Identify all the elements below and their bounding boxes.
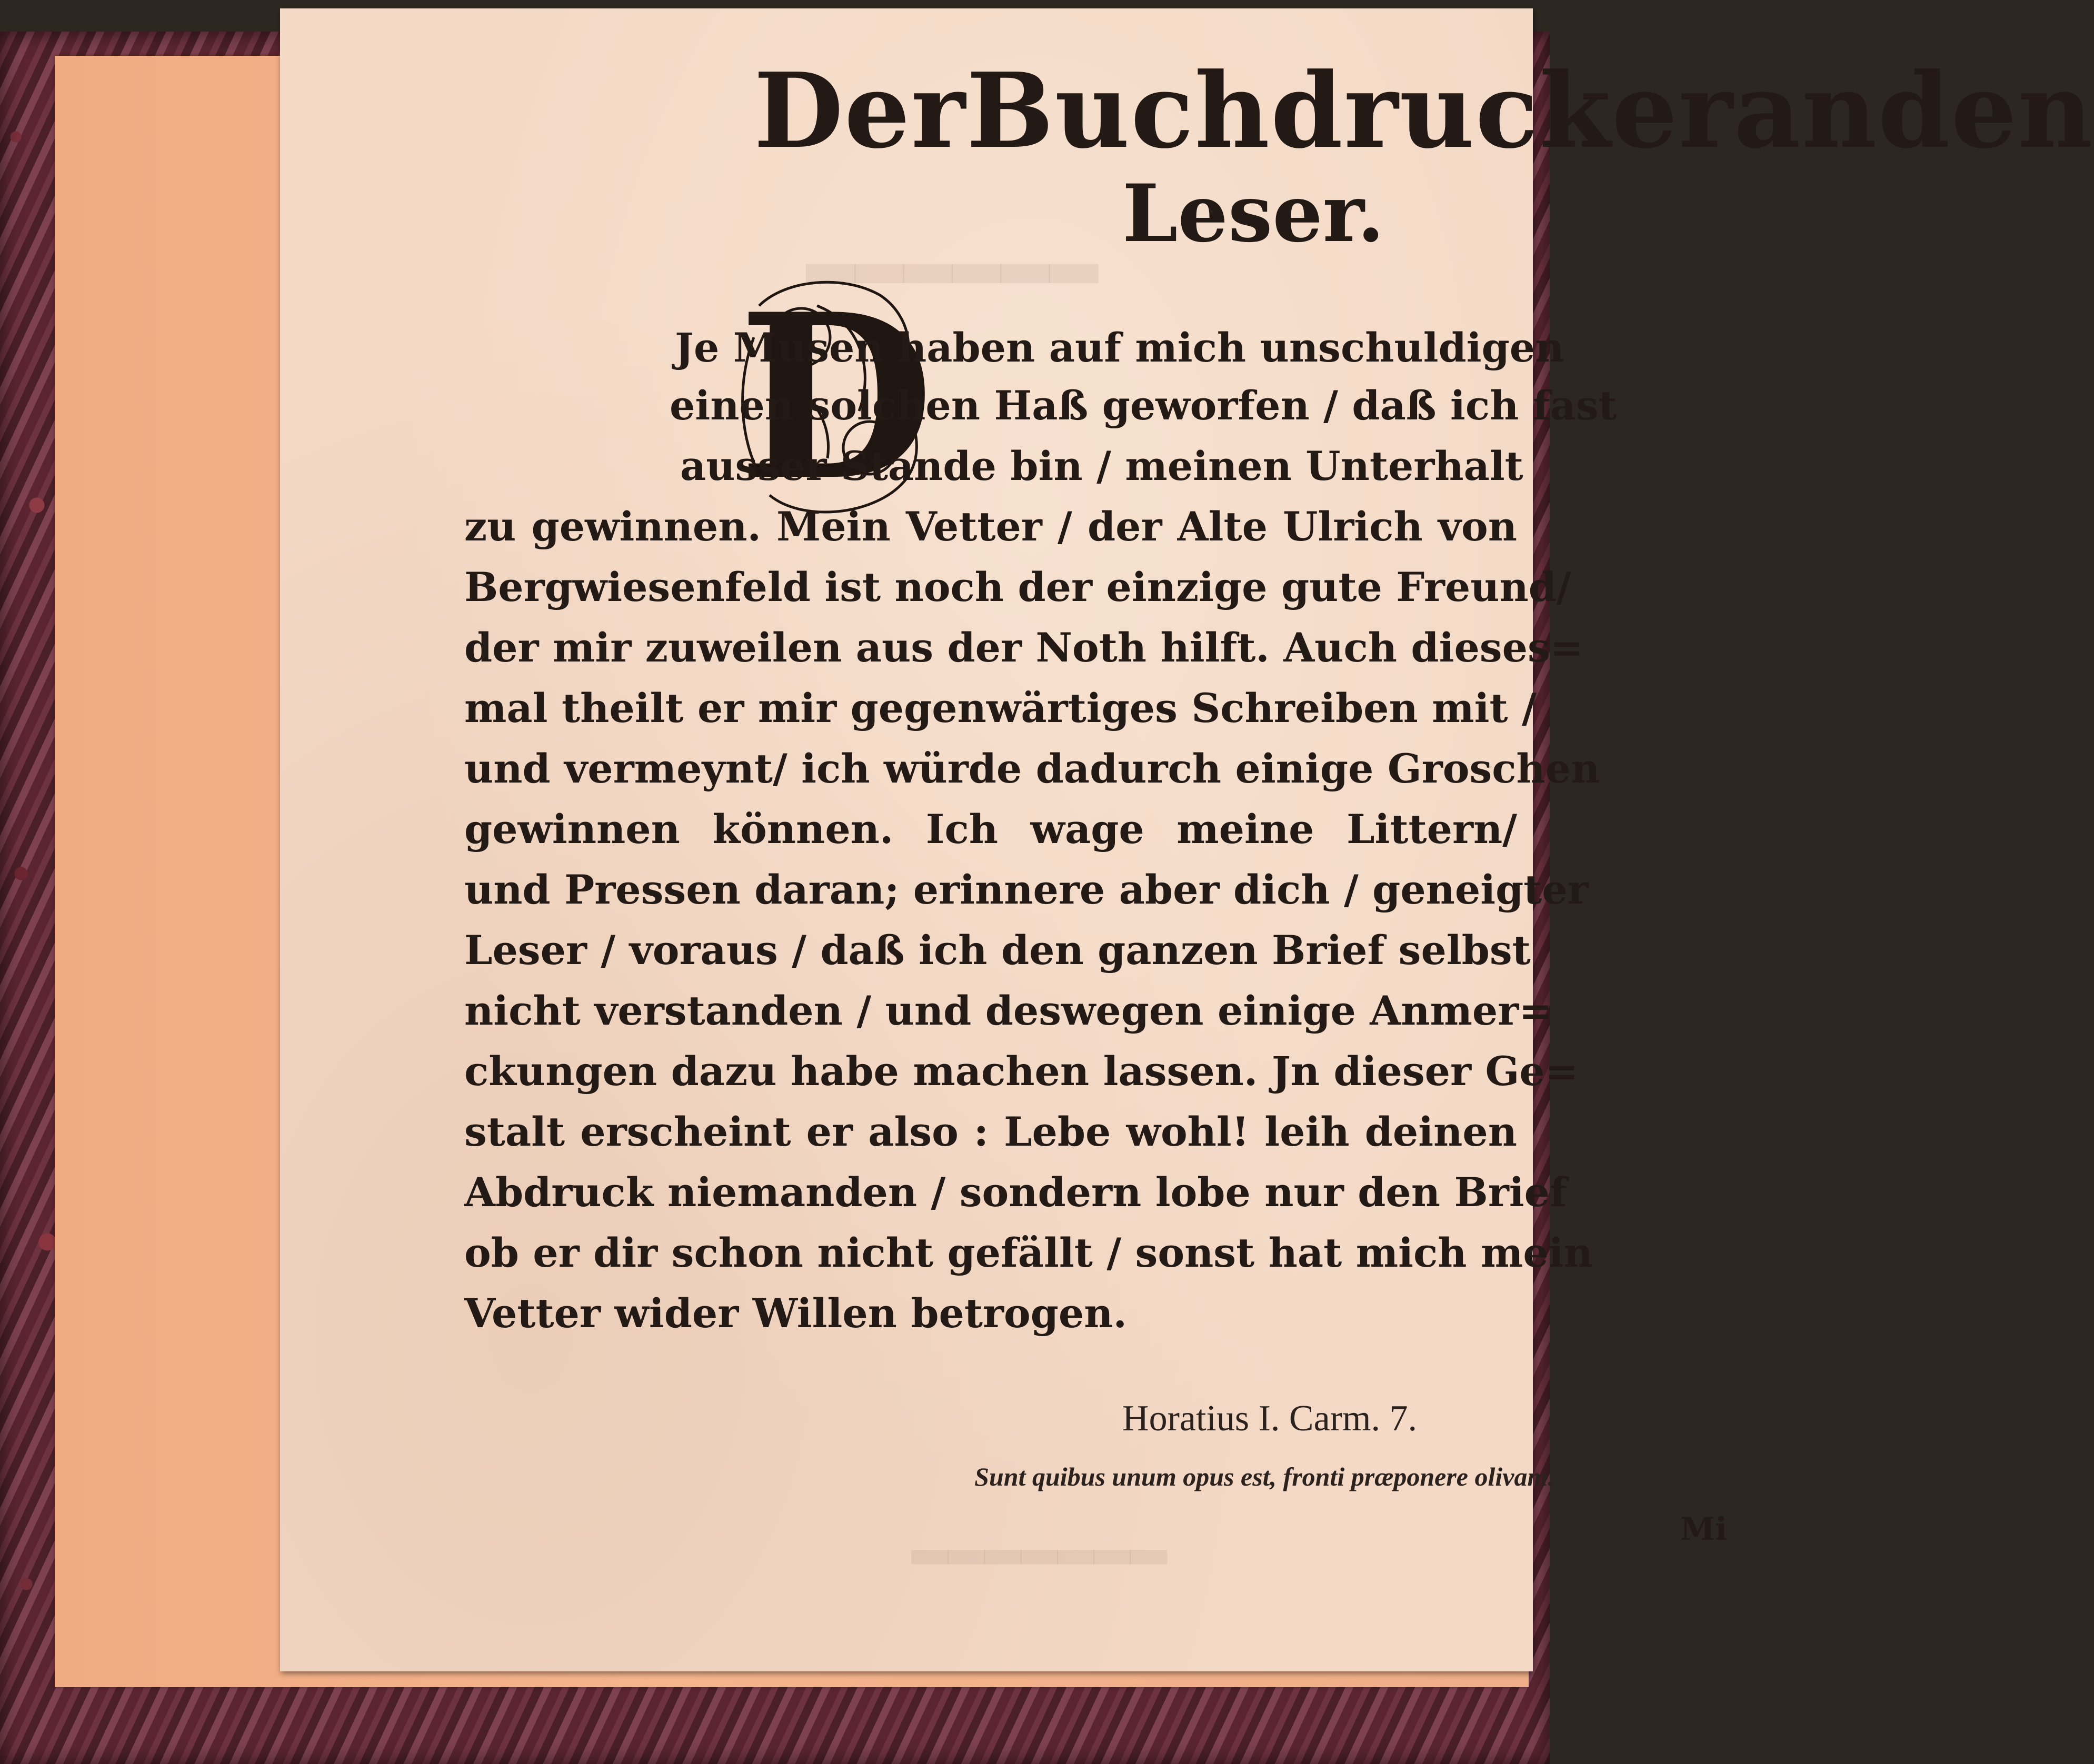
catchword: Mi — [1680, 1511, 1728, 1548]
title-word: den — [1878, 51, 2094, 172]
show-through-mark: ▂▂▂▂▂▂ — [806, 208, 1098, 283]
title-line-2: Leser. — [1122, 167, 1385, 260]
body-line: mal theilt er mir gegenwärtiges Schreiben mit / — [464, 685, 1537, 731]
drop-cap-letter: D — [738, 265, 934, 530]
latin-verse: Sunt quibus unum opus est, fronti præponere olivam. — [974, 1462, 1554, 1491]
citation: Horatius I. Carm. 7. — [1122, 1398, 1417, 1439]
show-through-mark: ▂▂▂▂▂▂▂ — [912, 1508, 1167, 1564]
body-line: ckungen dazu habe machen lassen. Jn dieser Ge= — [464, 1048, 1579, 1095]
title-word: Buchdrucker — [966, 51, 1734, 172]
printed-leaf — [280, 8, 2094, 1671]
body-line: gewinnen können. Ich wage meine Littern/ — [464, 806, 1517, 853]
body-line: ausser Stande bin / meinen Unterhalt — [680, 443, 1523, 489]
body-line: einen solchen Haß geworfen / daß ich fast — [670, 382, 1617, 429]
body-line: der mir zuweilen aus der Noth hilft. Auch dieses= — [464, 624, 1584, 671]
body-line: Bergwiesenfeld ist noch der einzige gute Freund/ — [464, 564, 1571, 610]
body-line: Abdruck niemanden / sondern lobe nur den Brief — [464, 1169, 1567, 1216]
body-line: und Pressen daran; erinnere aber dich / geneigter — [464, 866, 1589, 913]
title-word: an — [1733, 51, 1878, 172]
body-line: Leser / voraus / daß ich den ganzen Brief selbst — [464, 927, 1531, 974]
body-line: nicht verstanden / und deswegen einige Anmer= — [464, 987, 1552, 1034]
title-word: Der — [754, 51, 966, 172]
body-line: zu gewinnen. Mein Vetter / der Alte Ulrich von — [464, 503, 1517, 550]
body-line: ob er dir schon nicht gefällt / sonst hat mich mein — [464, 1229, 1593, 1276]
body-line: stalt erscheint er also : Lebe wohl! leih deinen — [464, 1108, 1517, 1155]
body-line: und vermeynt/ ich würde dadurch einige Groschen — [464, 745, 1600, 792]
body-line: Je Musen haben auf mich unschuldigen — [675, 324, 1564, 371]
body-line-last: Vetter wider Willen betrogen. — [464, 1290, 1127, 1337]
title-line-1 — [754, 45, 2094, 177]
